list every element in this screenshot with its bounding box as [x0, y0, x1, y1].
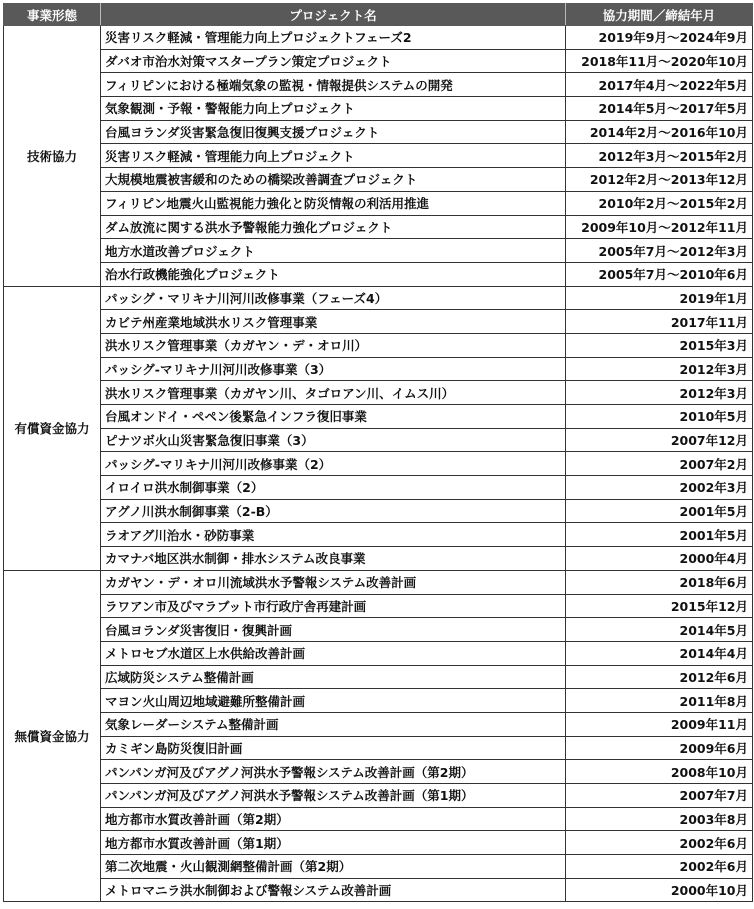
table-row — [4, 26, 753, 50]
project-name-cell: 第二次地震・火山観測網整備計画（第2期） — [101, 855, 566, 879]
period-cell: 2012年3月 — [566, 357, 753, 381]
period-cell: 2005年7月～2012年3月 — [566, 239, 753, 263]
header-period: 協力期間／締結年月 — [566, 4, 753, 26]
header-row — [4, 4, 753, 26]
project-name-cell: ピナツボ火山災害緊急復旧事業（3） — [101, 428, 566, 452]
period-cell: 2014年2月～2016年10月 — [566, 120, 753, 144]
period-cell: 2008年10月 — [566, 760, 753, 784]
project-name-cell: カガヤン・デ・オロ川流域洪水予警報システム改善計画 — [101, 570, 566, 594]
period-cell: 2011年8月 — [566, 689, 753, 713]
table-row — [4, 144, 753, 168]
project-name-cell: 気象観測・予報・警報能力向上プロジェクト — [101, 97, 566, 121]
project-name-cell: メトロセブ水道区上水供給改善計画 — [101, 641, 566, 665]
project-name-cell: 大規模地震被害緩和のための橋梁改善調査プロジェクト — [101, 168, 566, 192]
table-row — [4, 547, 753, 571]
table-row — [4, 594, 753, 618]
table-row — [4, 878, 753, 902]
table-row — [4, 476, 753, 500]
period-cell: 2012年3月 — [566, 381, 753, 405]
period-cell: 2007年2月 — [566, 452, 753, 476]
period-cell: 2002年3月 — [566, 476, 753, 500]
period-cell: 2009年11月 — [566, 712, 753, 736]
header-type: 事業形態 — [4, 4, 101, 26]
project-name-cell: 洪水リスク管理事業（カガヤン川、タゴロアン川、イムス川） — [101, 381, 566, 405]
period-cell: 2009年10月～2012年11月 — [566, 215, 753, 239]
table-row — [4, 760, 753, 784]
header-project: プロジェクト名 — [101, 4, 566, 26]
table-row — [4, 333, 753, 357]
period-cell: 2001年5月 — [566, 499, 753, 523]
project-name-cell: 洪水リスク管理事業（カガヤン・デ・オロ川） — [101, 333, 566, 357]
table-row — [4, 310, 753, 334]
project-name-cell: カビテ州産業地域洪水リスク管理事業 — [101, 310, 566, 334]
group-label: 技術協力 — [4, 26, 101, 287]
project-name-cell: 台風ヨランダ災害復旧・復興計画 — [101, 618, 566, 642]
table-row — [4, 168, 753, 192]
project-name-cell: 地方都市水質改善計画（第1期） — [101, 831, 566, 855]
period-cell: 2014年4月 — [566, 641, 753, 665]
table-row — [4, 97, 753, 121]
table-row — [4, 665, 753, 689]
group-label: 無償資金協力 — [4, 570, 101, 902]
table-row — [4, 191, 753, 215]
project-name-cell: ダム放流に関する洪水予警報能力強化プロジェクト — [101, 215, 566, 239]
table-row — [4, 357, 753, 381]
period-cell: 2003年8月 — [566, 807, 753, 831]
period-cell: 2019年1月 — [566, 286, 753, 310]
project-name-cell: ダバオ市治水対策マスタープラン策定プロジェクト — [101, 49, 566, 73]
project-name-cell: パッシグ・マリキナ川河川改修事業（フェーズ4） — [101, 286, 566, 310]
table-row — [4, 49, 753, 73]
project-name-cell: 災害リスク軽減・管理能力向上プロジェクトフェーズ2 — [101, 26, 566, 50]
table-row — [4, 855, 753, 879]
table-row — [4, 286, 753, 310]
table-row — [4, 381, 753, 405]
period-cell: 2012年6月 — [566, 665, 753, 689]
project-name-cell: 広域防災システム整備計画 — [101, 665, 566, 689]
project-name-cell: イロイロ洪水制御事業（2） — [101, 476, 566, 500]
project-name-cell: 地方水道改善プロジェクト — [101, 239, 566, 263]
table-row — [4, 428, 753, 452]
table-row — [4, 641, 753, 665]
period-cell: 2000年4月 — [566, 547, 753, 571]
period-cell: 2010年5月 — [566, 405, 753, 429]
table-row — [4, 807, 753, 831]
period-cell: 2015年12月 — [566, 594, 753, 618]
period-cell: 2012年2月～2013年12月 — [566, 168, 753, 192]
table-row — [4, 262, 753, 286]
table-row — [4, 215, 753, 239]
period-cell: 2010年2月～2015年2月 — [566, 191, 753, 215]
project-name-cell: フィリピンにおける極端気象の監視・情報提供システムの開発 — [101, 73, 566, 97]
project-name-cell: アグノ川洪水制御事業（2-B） — [101, 499, 566, 523]
project-name-cell: パンパンガ河及びアグノ河洪水予警報システム改善計画（第2期） — [101, 760, 566, 784]
project-name-cell: カマナバ地区洪水制御・排水システム改良事業 — [101, 547, 566, 571]
project-name-cell: パンパンガ河及びアグノ河洪水予警報システム改善計画（第1期） — [101, 784, 566, 808]
period-cell: 2014年5月～2017年5月 — [566, 97, 753, 121]
project-name-cell: メトロマニラ洪水制御および警報システム改善計画 — [101, 878, 566, 902]
project-name-cell: パッシグ-マリキナ川河川改修事業（2） — [101, 452, 566, 476]
table-row — [4, 618, 753, 642]
period-cell: 2018年6月 — [566, 570, 753, 594]
table-row — [4, 736, 753, 760]
group-label: 有償資金協力 — [4, 286, 101, 570]
period-cell: 2002年6月 — [566, 831, 753, 855]
period-cell: 2017年11月 — [566, 310, 753, 334]
project-name-cell: 台風オンドイ・ペペン後緊急インフラ復旧事業 — [101, 405, 566, 429]
project-name-cell: マヨン火山周辺地域避難所整備計画 — [101, 689, 566, 713]
project-name-cell: 台風ヨランダ災害緊急復旧復興支援プロジェクト — [101, 120, 566, 144]
period-cell: 2002年6月 — [566, 855, 753, 879]
table-row — [4, 784, 753, 808]
table-body — [4, 26, 753, 902]
period-cell: 2014年5月 — [566, 618, 753, 642]
project-name-cell: 地方都市水質改善計画（第2期） — [101, 807, 566, 831]
period-cell: 2009年6月 — [566, 736, 753, 760]
table-row — [4, 523, 753, 547]
project-name-cell: パッシグ-マリキナ川河川改修事業（3） — [101, 357, 566, 381]
project-name-cell: 気象レーダーシステム整備計画 — [101, 712, 566, 736]
period-cell: 2015年3月 — [566, 333, 753, 357]
project-name-cell: ラワアン市及びマラブット市行政庁舎再建計画 — [101, 594, 566, 618]
period-cell: 2019年9月～2024年9月 — [566, 26, 753, 50]
period-cell: 2012年3月～2015年2月 — [566, 144, 753, 168]
table-row — [4, 239, 753, 263]
table-row — [4, 831, 753, 855]
period-cell: 2005年7月～2010年6月 — [566, 262, 753, 286]
table-row — [4, 405, 753, 429]
period-cell: 2007年7月 — [566, 784, 753, 808]
period-cell: 2017年4月～2022年5月 — [566, 73, 753, 97]
period-cell: 2007年12月 — [566, 428, 753, 452]
project-name-cell: フィリピン地震火山監視能力強化と防災情報の利活用推進 — [101, 191, 566, 215]
period-cell: 2000年10月 — [566, 878, 753, 902]
project-name-cell: ラオアグ川治水・砂防事業 — [101, 523, 566, 547]
table-row — [4, 120, 753, 144]
table-row — [4, 689, 753, 713]
table-row — [4, 570, 753, 594]
table-row — [4, 452, 753, 476]
table-row — [4, 499, 753, 523]
project-name-cell: 災害リスク軽減・管理能力向上プロジェクト — [101, 144, 566, 168]
cooperation-table — [3, 3, 753, 902]
period-cell: 2018年11月～2020年10月 — [566, 49, 753, 73]
project-name-cell: 治水行政機能強化プロジェクト — [101, 262, 566, 286]
project-name-cell: カミギン島防災復旧計画 — [101, 736, 566, 760]
table-row — [4, 712, 753, 736]
period-cell: 2001年5月 — [566, 523, 753, 547]
table-row — [4, 73, 753, 97]
